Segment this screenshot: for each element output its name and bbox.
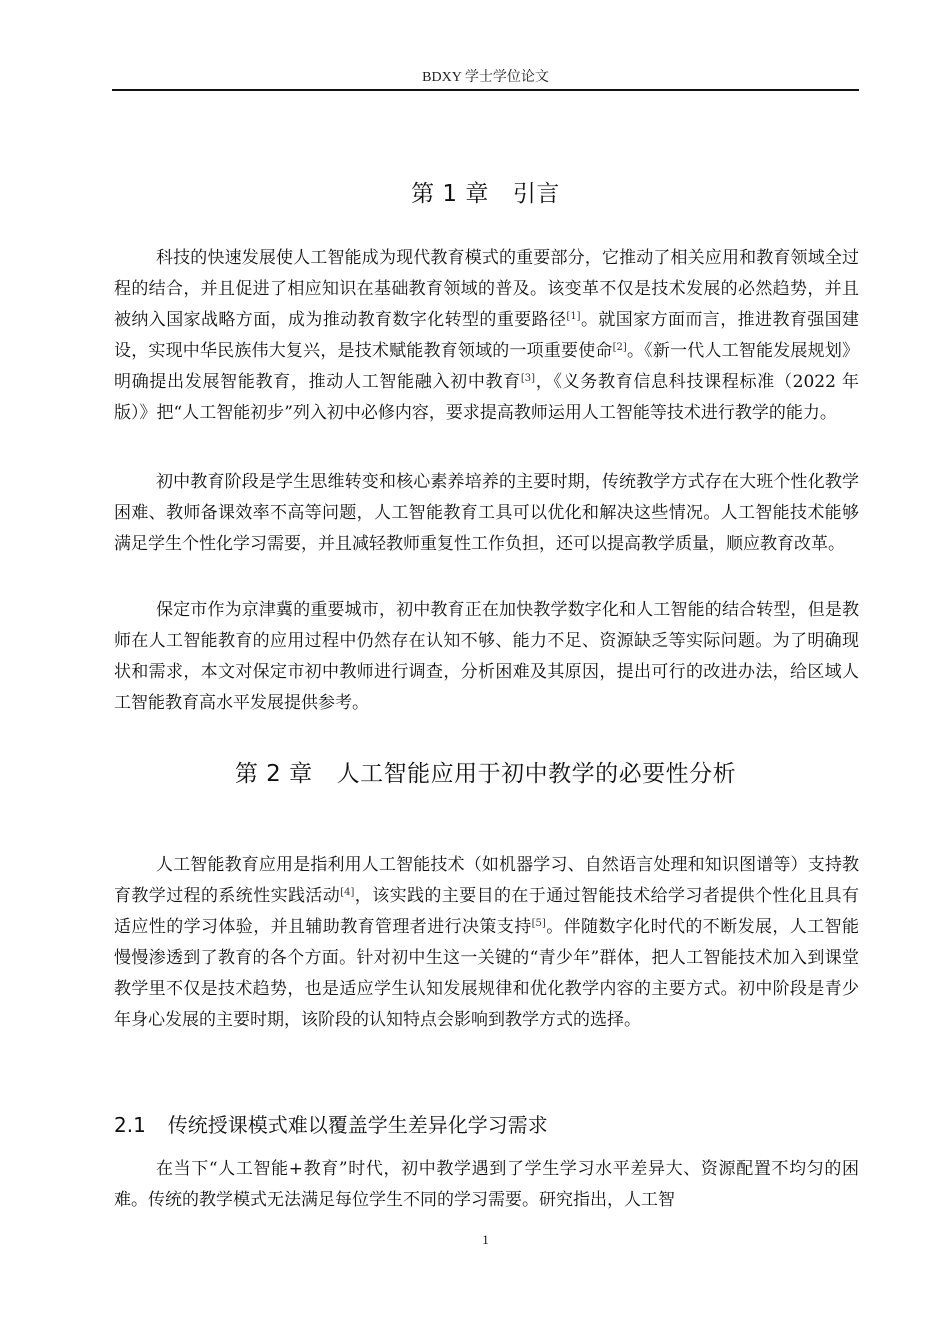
running-header: BDXY 学士学位论文	[422, 70, 549, 85]
chapter-1-paragraph-3: 保定市作为京津冀的重要城市，初中教育正在加快教学数字化和人工智能的结合转型，但是教师在人工智能教育的应用过程中仍然存在认知不够、能力不足、资源缺乏等实际问题。为了明确现状和需求，本文对保定市初中教师进行调查，分析困难及其原因，提出可行的改进办法，给区域人工智能教育高水平发展提供参考。	[114, 600, 859, 713]
chapter-2-number: 第 2 章	[234, 761, 313, 787]
citation-5: [5]	[531, 918, 546, 929]
header-rule	[112, 89, 859, 91]
citation-2: [2]	[612, 342, 627, 353]
paragraph-text: 人工智能教育应用是指利用人工智能技术（如机器学习、自然语言处理和知识图谱等）支持教育教学过程的系统性实践活动	[114, 855, 859, 906]
chapter-1-heading	[112, 178, 859, 210]
paragraph-text: ，《义务教育信息科技课程标准（2022 年版）》把“人工智能初步”列入初中必修内容，要求提高教师运用人工智能等技术进行教学的能力。	[114, 372, 859, 423]
chapter-1-number: 第 1 章	[411, 181, 489, 207]
paragraph-text: 。就国家方面而言，推进教育强国建设，实现中华民族伟大复兴，是技术赋能教育领域的一项重要使命	[114, 310, 860, 361]
chapter-1-paragraph-2: 初中教育阶段是学生思维转变和核心素养培养的主要时期，传统教学方式存在大班个性化教学困难、教师备课效率不高等问题，人工智能教育工具可以优化和解决这些情况。人工智能技术能够满足学生个性化学习需要，并且减轻教师重复性工作负担，还可以提高教学质量，顺应教育改革。	[114, 472, 859, 554]
paragraph-text: 。伴随数字化时代的不断发展，人工智能慢慢渗透到了教育的各个方面。针对初中生这一关键的“青少年”群体，把人工智能技术加入到课堂教学里不仅是技术趋势，也是适应学生认知发展规律和优化教学内容的主要方式。初中阶段是青少年身心发展的主要时期，该阶段的认知特点会影响到教学方式的选择。	[114, 917, 860, 1030]
section-2-1-paragraph-1: 在当下“人工智能+教育”时代，初中教学遇到了学生学习水平差异大、资源配置不均匀的困难。传统的教学模式无法满足每位学生不同的学习需要。研究指出，人工智	[114, 1159, 859, 1210]
chapter-1-paragraph-1	[114, 243, 859, 429]
chapter-2-paragraph-1	[114, 850, 859, 1036]
section-2-1-title: 传统授课模式难以覆盖学生差异化学习需求	[167, 1113, 548, 1137]
citation-3: [3]	[520, 373, 536, 384]
page-number: 1	[482, 1232, 489, 1247]
paragraph-text: 科技的快速发展使人工智能成为现代教育模式的重要部分，它推动了相关应用和教育领域全过程的结合，并且促进了相应知识在基础教育领域的普及。该变革不仅是技术发展的必然趋势，并且被纳入国家战略方面，成为推动教育数字化转型的重要路径	[114, 248, 859, 330]
paragraph-text: ，该实践的主要目的在于通过智能技术给学习者提供个性化且具有适应性的学习体验，并且辅助教育管理者进行决策支持	[114, 886, 860, 937]
chapter-1-title: 引言	[512, 181, 560, 207]
section-2-1-number: 2.1	[114, 1113, 146, 1137]
paragraph-text: 。《新一代人工智能发展规划》明确提出发展智能教育，推动人工智能融入初中教育	[114, 341, 860, 392]
section-2-1-heading	[114, 1110, 859, 1140]
chapter-2-title: 人工智能应用于初中教学的必要性分析	[336, 761, 737, 787]
citation-4: [4]	[340, 887, 355, 898]
chapter-2-heading	[112, 758, 859, 790]
citation-1: [1]	[566, 311, 581, 322]
